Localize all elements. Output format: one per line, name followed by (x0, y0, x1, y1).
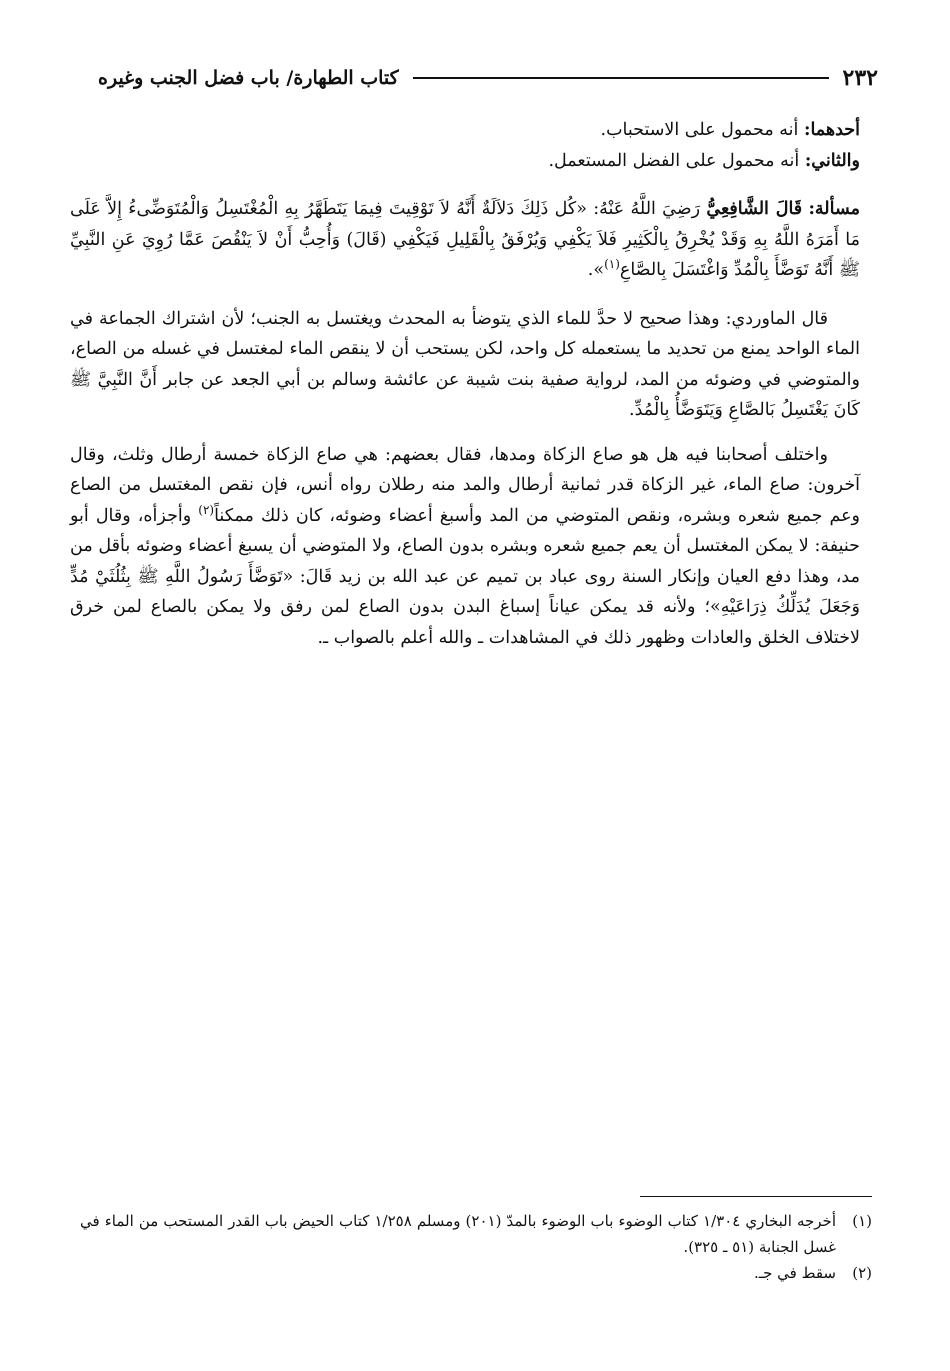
footnote-2-text: سقط في جـ. (753, 1264, 836, 1282)
footnote-ref-2[interactable]: (٢) (198, 502, 215, 517)
footnotes (80, 1208, 872, 1286)
page-number: ٢٣٢ (842, 65, 878, 91)
opinion-second-lead: والثاني: (804, 150, 860, 171)
footnote-2 (80, 1260, 872, 1286)
paragraph-disagreement-a: واختلف أصحابنا فيه هل هو صاع الزكاة ومدها، فقال بعضهم: هي صاع الزكاة خمسة أرطال وثلث، وقال آخرون: صاع الماء، غير الزكاة قدر ثمانية أرطال والمد منه رطلان رواه أنس، فإن نقص المغتسل من الصاع وعم جميع شعره وبشره، ونقص المتوضي من المد وأسبغ أعضاء وضوئه، كان ذلك ممكناً (70, 444, 860, 526)
main-text (70, 115, 860, 667)
opinion-first-lead: أحدهما: (803, 120, 860, 140)
footnote-1 (80, 1208, 872, 1260)
opinion-second (70, 146, 860, 177)
opinion-first (70, 115, 860, 146)
masala-lead: مسألة: (808, 199, 860, 219)
footnote-1-text: أخرجه البخاري ١/٣٠٤ كتاب الوضوء باب الوضوء بالمدّ (٢٠١) ومسلم ١/٢٥٨ كتاب الحيض باب القدر المستحب من الماء في غسل الجنابة (٥١ ـ ٣٢٥). (80, 1212, 836, 1256)
header-rule (413, 77, 829, 79)
masala-quote: «كُل ذَلِكَ دَلاَلَةٌ أَنَّهُ لاَ تَوْقِيتَ فِيمَا يَتَطَهَّرُ بِهِ الْمُغْتَسِلُ وَالْمُتَوَضِّىءُ إِلاَّ عَلَى مَا أَمَرَهُ اللَّهُ بِهِ وَقَدْ يُخْرِقُ بِالْكَثِيرِ فَلاَ يَكْفِي وَيُرْفَقُ بِالْقَلِيلِ فَيَكْفِي (قَالَ) وَأُحِبُّ أَنْ لاَ يَنْقُصَ عَمَّا رُوِيَ عَنِ النَّبِيِّ ﷺ أَنَّهُ تَوَضَّأَ بِالْمُدِّ وَاغْتَسَلَ بِالصَّاعِ (70, 199, 860, 280)
paragraph-disagreement (70, 440, 860, 654)
masala-imam: قَالَ الشَّافِعِيُّ (706, 199, 803, 219)
masala-honorific: رَضِيَ اللَّهُ عَنْهُ: (593, 199, 701, 219)
page-header (98, 58, 878, 98)
running-title: كتاب الطهارة/ باب فضل الجنب وغيره (98, 67, 399, 89)
footnote-1-mark: (١) (852, 1212, 872, 1230)
opinion-second-text: أنه محمول على الفضل المستعمل. (548, 150, 800, 171)
footnote-separator (640, 1196, 872, 1197)
paragraph-mawardi: قال الماوردي: وهذا صحيح لا حدَّ للماء الذي يتوضأ به المحدث ويغتسل به الجنب؛ لأن اشتراك الجماعة في الماء الواحد يمنع من تحديد ما يستعمله كل واحد، لكن يستحب أن لا ينقص الماء لمغتسل في غسله من الصاع، والمتوضي في وضوئه من المد، لرواية صفية بنت شيبة عن عائشة وسالم بن أبي الجعد عن جابر أَنَّ النَّبِيَّ ﷺ كَانَ يَغْتَسِلُ بَالصَّاعِ وَيَتَوَضَّأُ بِالْمُدِّ. (70, 308, 860, 420)
opinion-first-text: أنه محمول على الاستحباب. (600, 120, 799, 140)
paragraph-disagreement-b: وأجزأه، وقال أبو حنيفة: لا يمكن المغتسل أن يعم جميع شعره وبشره بدون الصاع، ولا المتوضي أن يسبغ أعضاء وضوئه بأقل من مد، وهذا دفع العيان وإنكار السنة روى عباد بن تميم عن عبد الله بن زيد قَالَ: «تَوَضَّأَ رَسُولُ اللَّهِ ﷺ بِثُلُثَيْ مُدٍّ وَجَعَلَ يُدَلِّكُ ذِرَاعَيْهِ»؛ ولأنه قد يمكن عياناً إسباغ البدن بدون الصاع لمن رفق ولا يمكن بالصاع لمن خرق لاختلاف الخلق والعادات وظهور ذلك في المشاهدات ـ والله أعلم بالصواب ـ. (70, 505, 860, 648)
footnote-2-mark: (٢) (852, 1264, 872, 1282)
footnote-ref-1[interactable]: (١) (604, 257, 620, 272)
masala-paragraph (70, 194, 860, 286)
masala-quote-end: ». (587, 260, 605, 280)
